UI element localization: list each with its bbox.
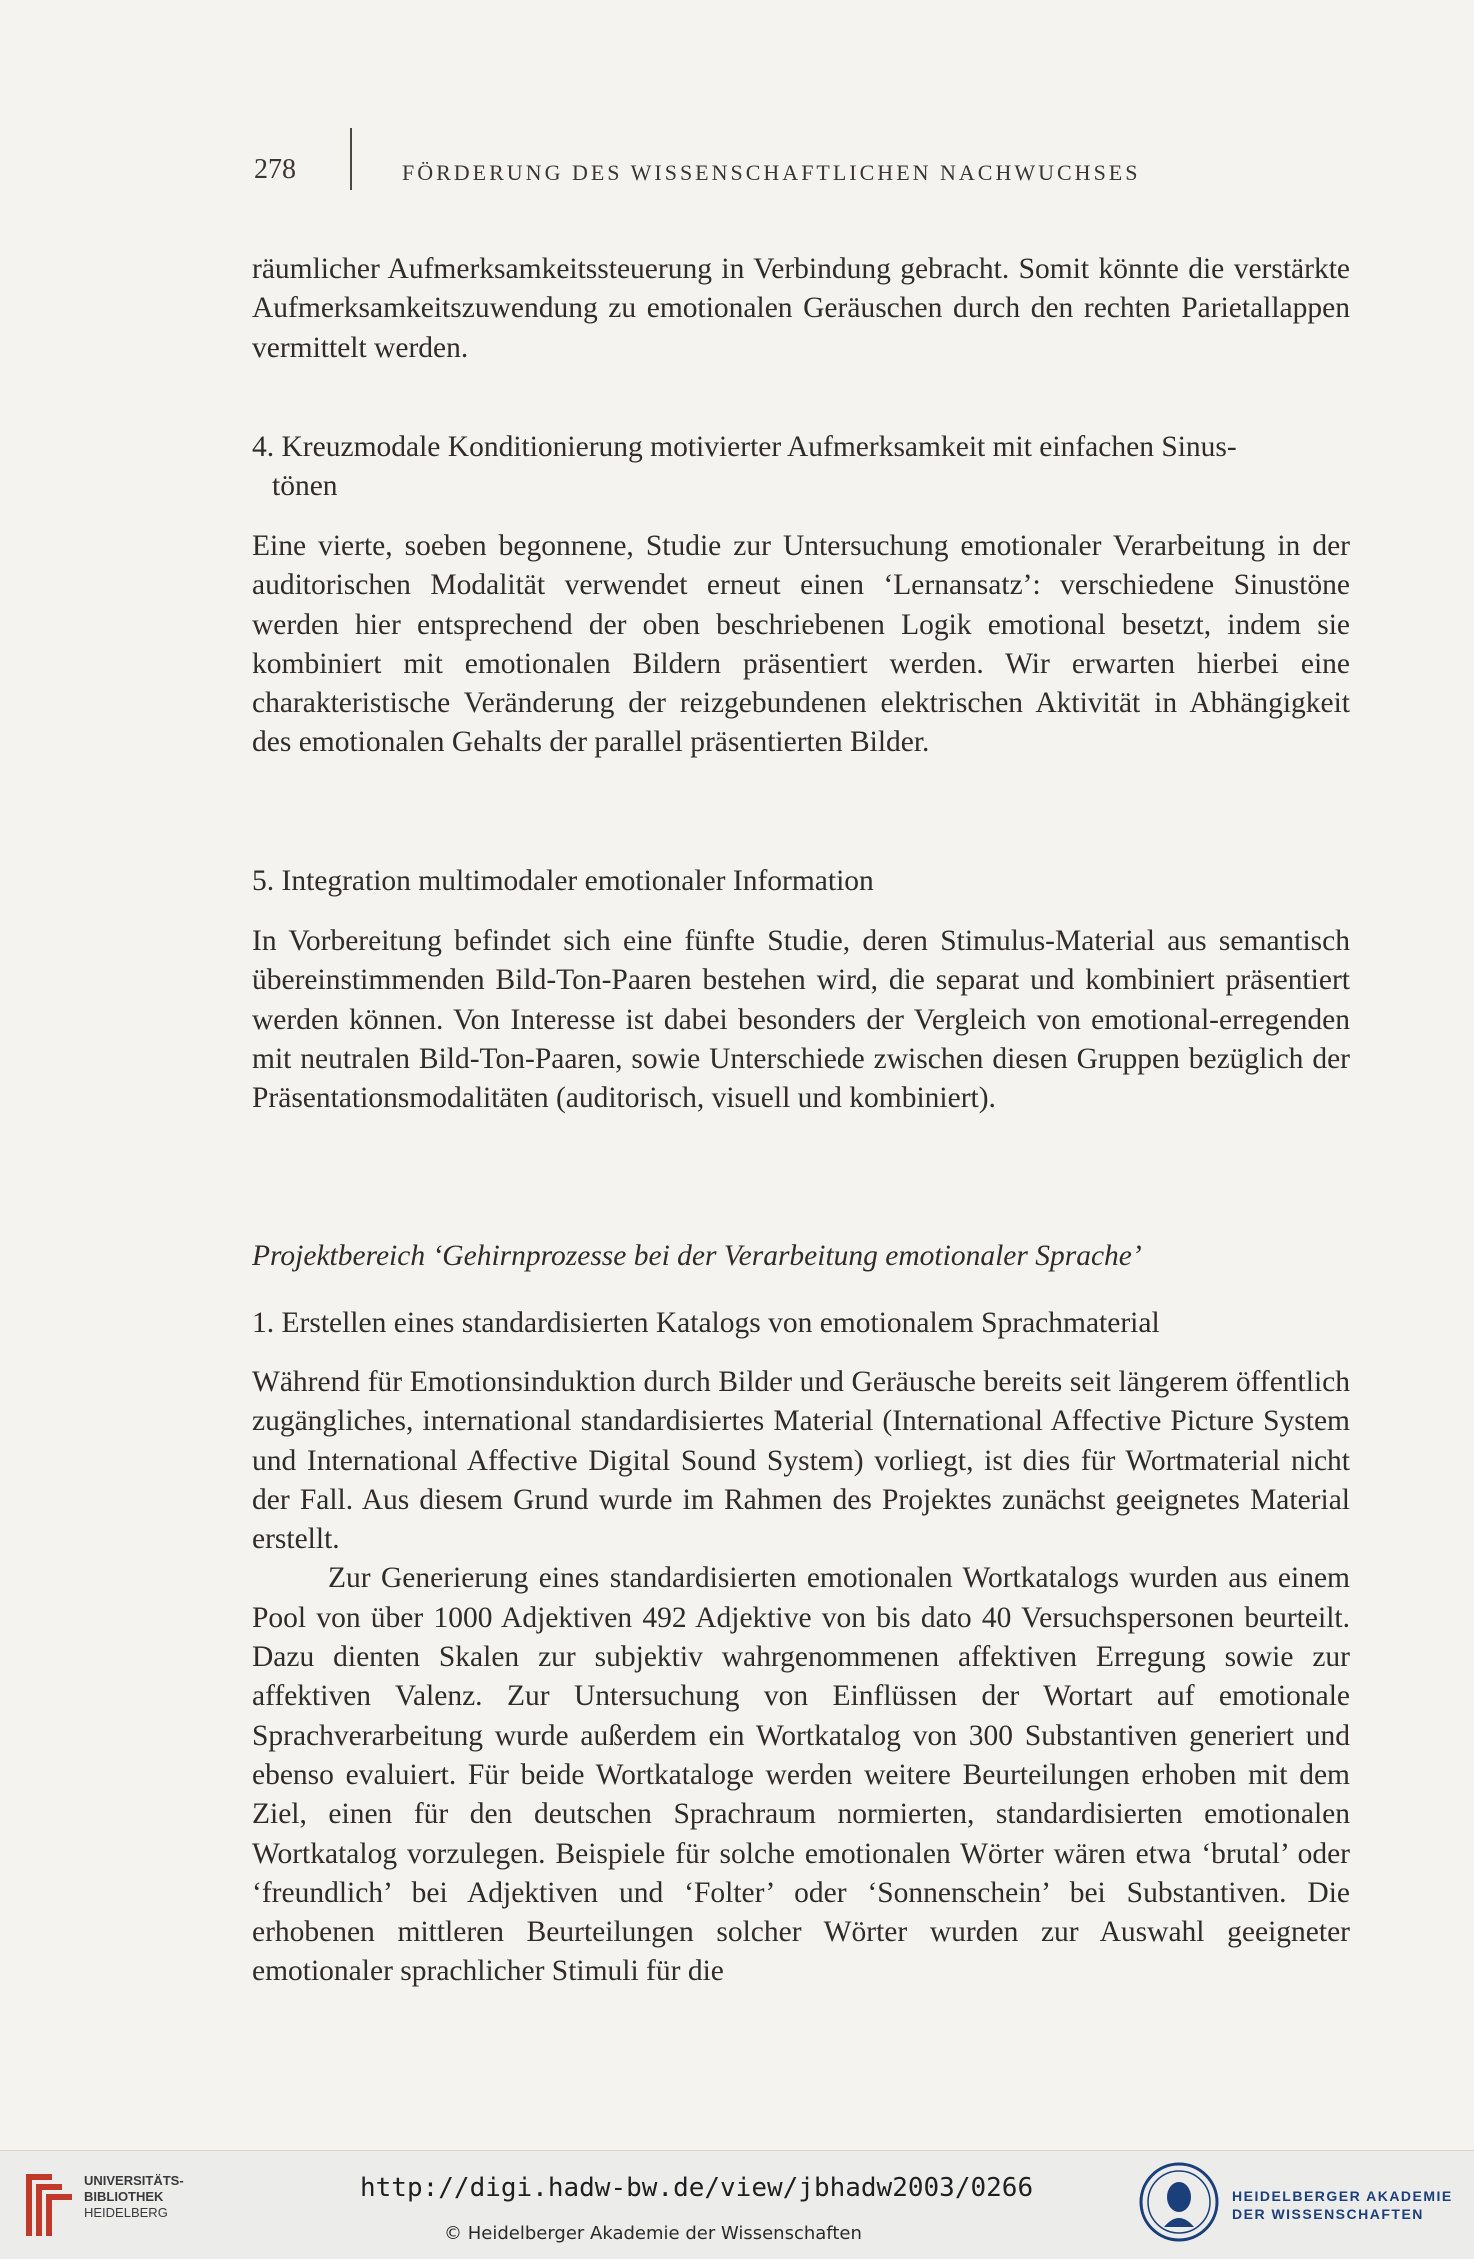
paragraph-3 <box>252 922 1350 1118</box>
paragraph-5-text: Zur Generierung eines standardisierten emotionalen Wortkatalogs wurden aus einem Pool von über 1000 Adjektiven 492 Adjektive von bis dato 40 Versuchspersonen beurteilt. Dazu dienten Skalen zur subjektiv wahrgenommenen affektiven Erregung sowie zur affektiven Valenz. Zur Untersuchung von Einflüssen der Wortart auf emotionale Sprachverarbeitung wurde außerdem ein Wortkatalog von 300 Substantiven generiert und ebenso evaluiert. Für beide Wortkataloge werden weitere Beurteilungen erhoben mit dem Ziel, einen für den deutschen Sprachraum normierten, standardisierten emotionalen Wortkatalog vorzulegen. Beispiele für solche emotionalen Wörter wären etwa ‘brutal’ oder ‘freundlich’ bei Adjektiven und ‘Folter’ oder ‘Sonnenschein’ bei Substantiven. Die erhobenen mittleren Beurteilungen solcher Wörter wurden zur Auswahl geeigneter emotionaler sprachlicher Stimuli für die <box>252 1562 1350 1988</box>
ub-line-1: UNIVERSITÄTS- <box>84 2173 184 2188</box>
ub-line-2: BIBLIOTHEK <box>84 2189 164 2204</box>
copyright-notice: © Heidelberger Akademie der Wissenschaften <box>444 2223 862 2244</box>
paragraph-4 <box>252 1363 1350 1992</box>
academy-line-1: HEIDELBERGER AKADEMIE <box>1232 2188 1453 2204</box>
project-heading: Projektbereich ‘Gehirnprozesse bei der Verarbeitung emotionaler Sprache’ <box>252 1240 1142 1272</box>
section-heading-4-line1: 4. Kreuzmodale Konditionierung motivierter Aufmerksamkeit mit einfachen Sinus- <box>252 431 1237 463</box>
paragraph-4-text: Während für Emotionsinduktion durch Bilder und Geräusche bereits seit längerem öffentlich zugängliches, international standardisiertes Material (International Affective Picture System und International Affective Digital Sound System) vorliegt, ist dies für Wortmaterial nicht der Fall. Aus diesem Grund wurde im Rahmen des Projektes zunächst geeignetes Material erstellt. <box>252 1366 1350 1556</box>
academy-line-2: DER WISSENSCHAFTEN <box>1232 2206 1424 2222</box>
section-heading-4 <box>252 428 1350 507</box>
paragraph-2 <box>252 527 1350 763</box>
academy-name <box>1232 2187 1453 2223</box>
university-library-logo-icon <box>18 2166 78 2242</box>
ub-line-3: HEIDELBERG <box>84 2205 168 2220</box>
section-heading-5: 5. Integration multimodaler emotionaler Information <box>252 865 874 897</box>
running-head: FÖRDERUNG DES WISSENSCHAFTLICHEN NACHWUCHSES <box>402 160 1141 185</box>
academy-seal-icon <box>1138 2161 1220 2243</box>
header-divider <box>350 128 352 190</box>
digitization-footer <box>0 2150 1474 2259</box>
section-heading-4-line2: tönen <box>272 470 338 503</box>
section-heading-1: 1. Erstellen eines standardisierten Katalogs von emotionalem Sprachmaterial <box>252 1307 1160 1339</box>
paragraph-1 <box>252 250 1350 368</box>
permalink-url[interactable]: http://digi.hadw-bw.de/view/jbhadw2003/0266 <box>360 2173 1034 2203</box>
university-library-name <box>84 2173 184 2221</box>
paragraph-1-text: räumlicher Aufmerksamkeitssteuerung in Verbindung gebracht. Somit könnte die verstärkte Aufmerksamkeitszuwendung zu emotionalen Geräuschen durch den rechten Parietallappen vermittelt werden. <box>252 253 1350 364</box>
paragraph-2-text: Eine vierte, soeben begonnene, Studie zur Untersuchung emotionaler Verarbeitung in der auditorischen Modalität verwendet erneut einen ‘Lernansatz’: verschiedene Sinustöne werden hier entsprechend der oben beschriebenen Logik emotional besetzt, indem sie kombiniert mit emotionalen Bildern präsentiert werden. Wir erwarten hierbei eine charakteristische Veränderung der reizgebundenen elektrischen Aktivität in Abhängigkeit des emotionalen Gehalts der parallel präsentierten Bilder. <box>252 530 1350 759</box>
page-header <box>0 150 1474 194</box>
page-number: 278 <box>254 154 296 185</box>
paragraph-3-text: In Vorbereitung befindet sich eine fünfte Studie, deren Stimulus-Material aus semantisch übereinstimmenden Bild-Ton-Paaren bestehen wird, die separat und kombiniert präsentiert werden können. Von Interesse ist dabei besonders der Vergleich von emotional-erregenden mit neutralen Bild-Ton-Paaren, sowie Unterschiede zwischen diesen Gruppen bezüglich der Präsentationsmodalitäten (auditorisch, visuell und kombiniert). <box>252 925 1350 1115</box>
